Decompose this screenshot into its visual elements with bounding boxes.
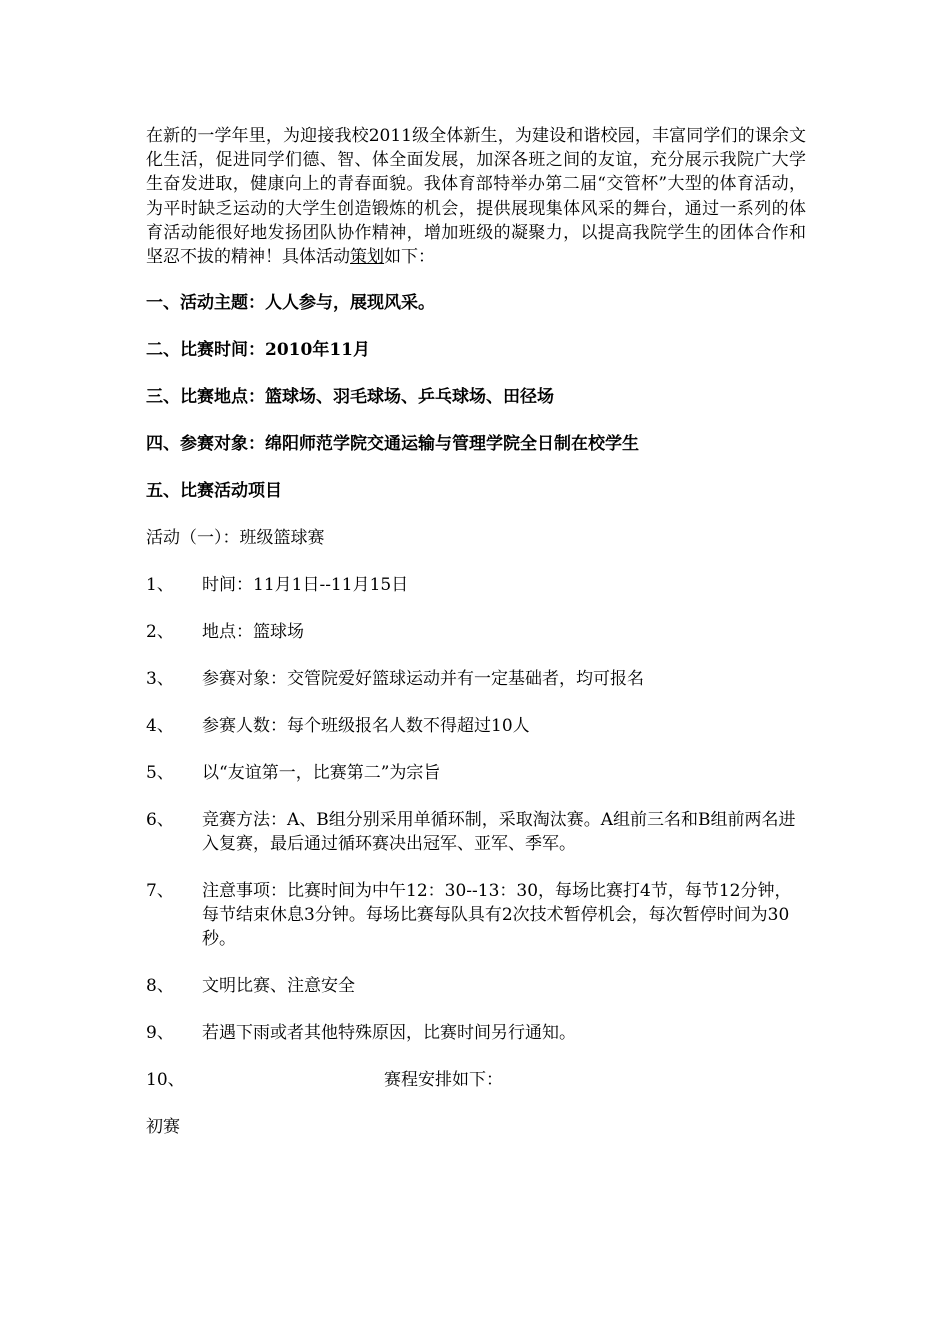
- list-item-text: 参赛对象：交管院爱好篮球运动并有一定基础者，均可报名: [202, 669, 644, 690]
- list-item-number: 3、: [146, 669, 174, 690]
- list-item: [146, 620, 806, 644]
- list-item: [146, 714, 806, 738]
- list-item-text: 若遇下雨或者其他特殊原因，比赛时间另行通知。: [202, 1023, 576, 1044]
- list-item-text: 参赛人数：每个班级报名人数不得超过10人: [202, 716, 530, 737]
- list-item-number: 6、: [146, 810, 174, 831]
- list-item-number: 8、: [146, 976, 174, 997]
- list-item: [146, 1068, 806, 1092]
- list-item-number: 10、: [146, 1070, 185, 1091]
- list-item-text: 竞赛方法：A、B组分别采用单循环制，采取淘汰赛。A组前三名和B组前两名进入复赛，最后通过循环赛决出冠军、亚军、季军。: [202, 810, 796, 855]
- list-item: [146, 974, 806, 998]
- heading-theme: 一、活动主题：人人参与，展现风采。: [146, 293, 435, 314]
- list-item: [146, 573, 806, 597]
- list-item-text: 以“友谊第一，比赛第二”为宗旨: [202, 763, 441, 784]
- intro-text-end: 如下：: [384, 247, 435, 268]
- list-item-text: 时间：11月1日--11月15日: [202, 575, 409, 596]
- preliminary-label: 初赛: [146, 1117, 180, 1138]
- activity-title: 活动（一）：班级篮球赛: [146, 528, 325, 549]
- list-item: [146, 879, 806, 951]
- document-page: [146, 124, 806, 1162]
- intro-text: 在新的一学年里，为迎接我校2011级全体新生，为建设和谐校园，丰富同学们的课余文化生活，促进同学们德、智、体全面发展，加深各班之间的友谊，充分展示我院广大学生奋发进取，健康向上的青春面貌。我体育部特举办第二届“交管杯”大型的体育活动，为平时缺乏运动的大学生创造锻炼的机会，提供展现集体风采的舞台，通过一系列的体育活动能很好地发扬团队协作精神，增加班级的凝聚力，以提高我院学生的团体合作和坚忍不拔的精神！具体活动: [146, 126, 806, 268]
- list-item-number: 9、: [146, 1023, 174, 1044]
- list-item-number: 5、: [146, 763, 174, 784]
- list-item-number: 4、: [146, 716, 174, 737]
- list-item-text: 文明比赛、注意安全: [202, 976, 355, 997]
- list-item: [146, 667, 806, 691]
- list-item-text: 地点：篮球场: [202, 622, 304, 643]
- heading-venue: 三、比赛地点：篮球场、羽毛球场、乒乓球场、田径场: [146, 387, 554, 408]
- heading-events: 五、比赛活动项目: [146, 481, 282, 502]
- heading-participants: 四、参赛对象：绵阳师范学院交通运输与管理学院全日制在校学生: [146, 434, 639, 455]
- list-item-number: 7、: [146, 881, 174, 902]
- list-item-text: 注意事项：比赛时间为中午12：30--13：30，每场比赛打4节，每节12分钟，每节结束休息3分钟。每场比赛每队具有2次技术暂停机会，每次暂停时间为30秒。: [202, 881, 792, 950]
- list-item: [146, 761, 806, 785]
- list-item: [146, 808, 806, 856]
- list-item-number: 1、: [146, 575, 174, 596]
- list-item-text: 赛程安排如下：: [384, 1070, 503, 1091]
- list-item: [146, 1021, 806, 1045]
- intro-link[interactable]: 策划: [350, 247, 384, 268]
- heading-time: 二、比赛时间：2010年11月: [146, 340, 370, 361]
- intro-paragraph: [146, 124, 806, 269]
- list-item-number: 2、: [146, 622, 174, 643]
